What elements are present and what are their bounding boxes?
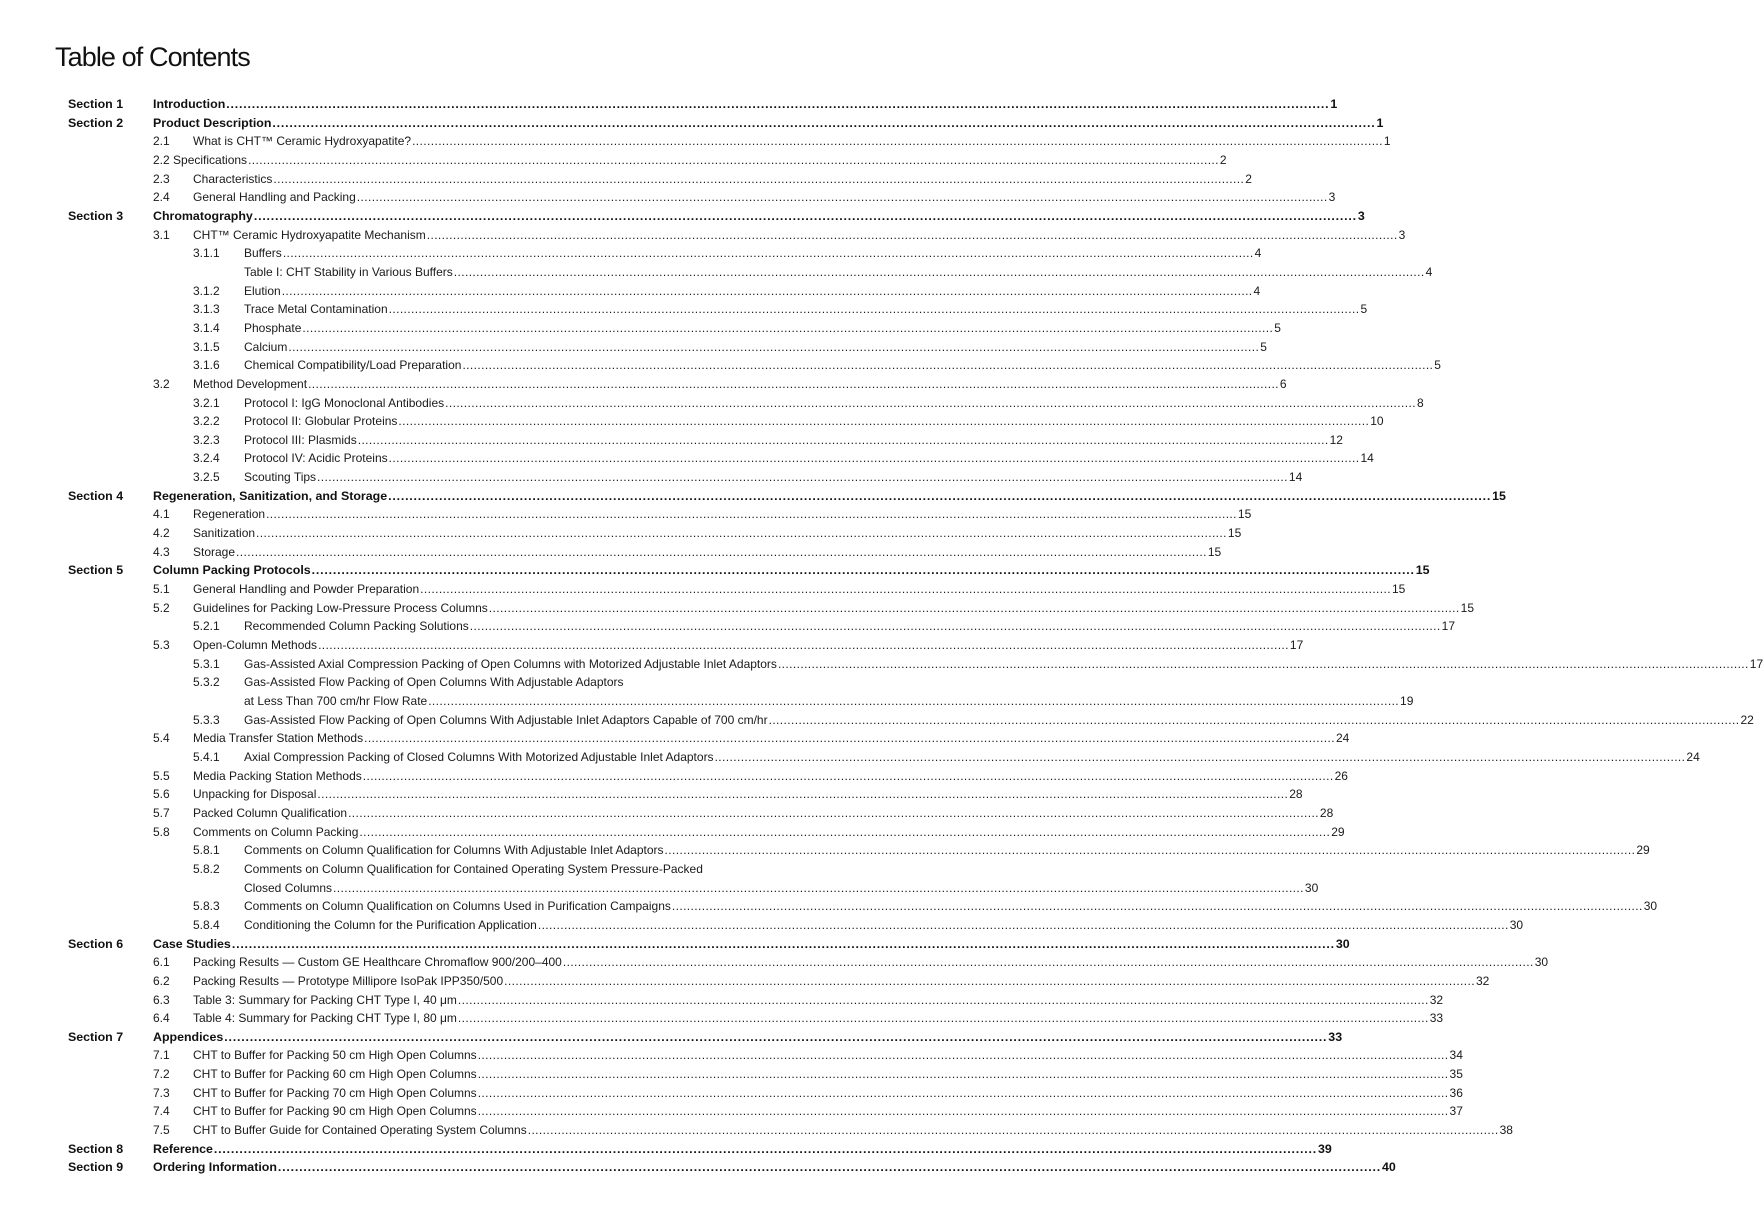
dot-leader: .................................................................................................................................................................................................................................................................... [671, 899, 1643, 914]
dot-leader: .................................................................................................................................................................................................................................................................... [288, 339, 1260, 354]
dot-leader: .................................................................................................................................................................................................................................................................... [226, 97, 1330, 111]
entry-title: Elution [244, 283, 281, 298]
entry-number: 6.3 [153, 992, 170, 1007]
dot-leader: .................................................................................................................................................................................................................................................................... [224, 1029, 1328, 1044]
toc-entry-row[interactable] [0, 1009, 1444, 1028]
entry-title: Regeneration, Sanitization, and Storage [153, 488, 388, 503]
entry-number: 4.2 [153, 526, 170, 541]
toc-section-row[interactable] [0, 1158, 1396, 1177]
page-number: 5 [1260, 339, 1267, 354]
dot-leader: .................................................................................................................................................................................................................................................................... [488, 600, 1460, 615]
entry-title: CHT to Buffer for Packing 70 cm High Open Columns [193, 1085, 477, 1100]
entry-number: 5.3.1 [193, 656, 220, 671]
page-number: 15 [1392, 582, 1406, 597]
toc-entry-row[interactable] [0, 1121, 1513, 1140]
page-number: 14 [1288, 470, 1303, 485]
page-number: 38 [1499, 1123, 1513, 1138]
dot-leader: .................................................................................................................................................................................................................................................................... [348, 805, 1319, 820]
dot-leader: .................................................................................................................................................................................................................................................................... [504, 973, 1475, 988]
entry-title: Axial Compression Packing of Closed Columns With Motorized Adjustable Inlet Adaptors [244, 749, 714, 764]
entry-number: 4.3 [153, 544, 170, 559]
page-number: 1 [1383, 134, 1391, 149]
page-number: 24 [1335, 731, 1350, 746]
toc-entry-row[interactable] [0, 394, 1424, 413]
toc-entry-row[interactable] [0, 431, 1343, 450]
dot-leader: .................................................................................................................................................................................................................................................................... [426, 227, 1398, 242]
entry-number: 5.4 [153, 731, 170, 746]
toc-entry-row[interactable] [0, 132, 1391, 151]
dot-leader: .................................................................................................................................................................................................................................................................... [398, 414, 1370, 429]
entry-title: Gas-Assisted Flow Packing of Open Columns With Adjustable Inlet Adaptors Capable of 700 cm/hr [244, 712, 768, 727]
entry-number: 3.1.3 [193, 302, 220, 317]
dot-leader: .................................................................................................................................................................................................................................................................... [768, 712, 1740, 727]
toc-entry-row[interactable] [0, 617, 1455, 636]
page-number: 30 [1304, 880, 1319, 895]
entry-title: Calcium [244, 339, 288, 354]
toc-entry-row[interactable] [0, 897, 1658, 916]
entry-number: 3.1.4 [193, 320, 220, 335]
page-number: 4 [1253, 283, 1261, 298]
entry-number: 7.4 [153, 1104, 170, 1119]
entry-title: General Handling and Packing [193, 190, 356, 205]
entry-number: 6.1 [153, 955, 170, 970]
entry-number: 3.2.3 [193, 432, 220, 447]
page-number: 22 [1740, 712, 1754, 727]
page-number: 19 [1400, 694, 1414, 708]
page-number: 17 [1289, 638, 1304, 653]
section-number: Section 3 [68, 208, 124, 223]
page-number: 30 [1534, 955, 1549, 970]
dot-leader: .................................................................................................................................................................................................................................................................... [420, 582, 1391, 597]
dot-leader: .................................................................................................................................................................................................................................................................... [412, 134, 1383, 149]
page-number: 30 [1643, 899, 1658, 914]
entry-number: 7.3 [153, 1085, 170, 1100]
entry-number: 3.2 [153, 376, 170, 391]
entry-title: Table I: CHT Stability in Various Buffers [244, 264, 453, 279]
entry-number: 3.1.1 [193, 246, 220, 261]
entry-number: 4.1 [153, 507, 170, 522]
page-number: 15 [1207, 544, 1222, 559]
dot-leader: .................................................................................................................................................................................................................................................................... [477, 1104, 1449, 1119]
entry-title: Table 3: Summary for Packing CHT Type I, 40 μm [193, 992, 457, 1007]
entry-title: Comments on Column Qualification on Columns Used in Purification Campaigns [244, 899, 671, 914]
dot-leader: .................................................................................................................................................................................................................................................................... [302, 320, 1274, 335]
entry-number: 5.5 [153, 768, 170, 783]
toc-entry-row[interactable] [0, 804, 1334, 823]
section-number: Section 9 [68, 1160, 124, 1175]
dot-leader: .................................................................................................................................................................................................................................................................... [308, 376, 1279, 391]
toc-entry-row[interactable] [0, 543, 1222, 562]
entry-title: CHT to Buffer for Packing 50 cm High Open Columns [193, 1048, 477, 1063]
page-number: 3 [1357, 208, 1365, 223]
entry-number: 5.3.3 [193, 712, 220, 727]
entry-title: Comments on Column Packing [193, 824, 359, 839]
toc-entry-row[interactable] [0, 319, 1281, 338]
dot-leader: .................................................................................................................................................................................................................................................................... [273, 171, 1245, 186]
entry-number: 5.7 [153, 805, 170, 820]
page-number: 8 [1416, 395, 1424, 410]
page-number: 2 [1245, 171, 1252, 186]
toc-entry-row[interactable] [0, 767, 1348, 786]
page-number: 3 [1398, 227, 1406, 242]
toc-entry-row[interactable] [0, 356, 1441, 375]
toc-entry-row[interactable] [0, 412, 1384, 431]
toc-entry-row[interactable] [0, 1046, 1463, 1065]
entry-title: Table 4: Summary for Packing CHT Type I, 80 μm [193, 1011, 457, 1026]
entry-title: Storage [193, 544, 236, 559]
entry-title: Sanitization [193, 526, 256, 541]
dot-leader: .................................................................................................................................................................................................................................................................... [356, 190, 1328, 205]
toc-entry-row[interactable] [0, 860, 950, 879]
toc-section-row[interactable] [0, 1140, 1332, 1159]
dot-leader: .................................................................................................................................................................................................................................................................... [477, 1048, 1449, 1063]
entry-title: Closed Columns [244, 880, 333, 895]
entry-number: 5.4.1 [193, 749, 220, 764]
page-number: 15 [1415, 563, 1430, 578]
page-number: 36 [1449, 1085, 1463, 1100]
entry-title: Buffers [244, 246, 282, 261]
dot-leader: .................................................................................................................................................................................................................................................................... [311, 563, 1415, 578]
page-number: 4 [1425, 264, 1433, 279]
entry-number: 7.1 [153, 1048, 170, 1063]
entry-title: Case Studies [153, 936, 231, 951]
dot-leader: .................................................................................................................................................................................................................................................................... [388, 451, 1360, 466]
dot-leader: .................................................................................................................................................................................................................................................................... [266, 507, 1237, 522]
entry-number: 2.3 [153, 171, 170, 186]
page-title: Table of Contents [55, 42, 250, 72]
dot-leader: .................................................................................................................................................................................................................................................................... [777, 656, 1749, 671]
page-number: 30 [1335, 936, 1350, 951]
page-number: 24 [1686, 749, 1700, 764]
entry-title: Phosphate [244, 320, 302, 335]
toc-entry-row[interactable] [0, 823, 1345, 842]
toc-entry-row[interactable] [0, 300, 1368, 319]
dot-leader: .................................................................................................................................................................................................................................................................... [428, 694, 1400, 708]
entry-title: Unpacking for Disposal [193, 787, 317, 802]
entry-title: Packed Column Qualification [193, 805, 348, 820]
entry-title: Trace Metal Contamination [244, 302, 388, 317]
toc-entry-row[interactable] [0, 505, 1252, 524]
entry-number: 3.1.2 [193, 283, 220, 298]
entry-title: Open-Column Methods [193, 638, 318, 653]
entry-title: Regeneration [193, 507, 266, 522]
toc-entry-row[interactable] [0, 338, 1267, 357]
toc-entry-row[interactable] [0, 916, 1524, 935]
dot-leader: .................................................................................................................................................................................................................................................................... [236, 544, 1207, 559]
entry-number: 6.4 [153, 1011, 170, 1026]
entry-title: CHT to Buffer for Packing 90 cm High Open Columns [193, 1104, 477, 1119]
toc-entry-row[interactable] [0, 599, 1474, 618]
entry-title: Comments on Column Qualification for Contained Operating System Pressure-Packed [244, 861, 703, 876]
dot-leader: .................................................................................................................................................................................................................................................................... [477, 1067, 1449, 1082]
entry-title: Column Packing Protocols [153, 563, 311, 578]
toc-section-row[interactable] [0, 561, 1430, 580]
section-number: Section 5 [68, 563, 124, 578]
entry-number: 3.1.6 [193, 358, 220, 373]
entry-title: General Handling and Powder Preparation [193, 582, 420, 597]
page-number: 28 [1289, 787, 1303, 802]
toc-entry-row[interactable] [0, 711, 1754, 730]
toc-entry-row[interactable] [0, 1102, 1463, 1121]
page-number: 29 [1636, 843, 1650, 858]
page-number: 30 [1509, 917, 1524, 932]
dot-leader: .................................................................................................................................................................................................................................................................... [317, 470, 1288, 485]
page-number: 15 [1227, 526, 1242, 541]
toc-entry-row[interactable] [0, 841, 1650, 860]
entry-number: 6.2 [153, 973, 170, 988]
page-number: 17 [1441, 619, 1455, 634]
entry-number: 3.2.2 [193, 414, 220, 429]
page-number: 40 [1381, 1160, 1396, 1175]
entry-number: 7.2 [153, 1067, 170, 1082]
entry-number: 5.1 [153, 582, 170, 597]
entry-title: Reference [153, 1141, 213, 1156]
toc-entry-row[interactable] [0, 1065, 1463, 1084]
section-number: Section 4 [68, 488, 124, 503]
entry-title: Protocol IV: Acidic Proteins [244, 451, 388, 466]
table-of-contents [0, 95, 1763, 1177]
entry-title: Packing Results — Custom GE Healthcare Chromaflow 900/200–400 [193, 955, 562, 970]
entry-title: Chromatography [153, 208, 253, 223]
entry-title: Gas-Assisted Axial Compression Packing of Open Columns with Motorized Adjustable Inlet Adaptors [244, 656, 777, 671]
toc-entry-row[interactable] [0, 692, 1414, 711]
dot-leader: .................................................................................................................................................................................................................................................................... [281, 283, 1253, 298]
toc-entry-row[interactable] [0, 188, 1336, 207]
toc-entry-row[interactable] [0, 468, 1303, 487]
entry-title: Protocol III: Plasmids [244, 432, 357, 447]
dot-leader: .................................................................................................................................................................................................................................................................... [357, 432, 1329, 447]
entry-number: 5.2 [153, 600, 170, 615]
toc-entry-row[interactable] [0, 375, 1287, 394]
toc-entry-row[interactable] [0, 244, 1262, 263]
toc-section-row[interactable] [0, 487, 1506, 506]
dot-leader: .................................................................................................................................................................................................................................................................... [457, 1011, 1429, 1026]
page-number: 5 [1274, 320, 1281, 335]
toc-entry-row[interactable] [0, 1084, 1463, 1103]
entry-title: Packing Results — Prototype Millipore IsoPak IPP350/500 [193, 973, 504, 988]
entry-title: Appendices [153, 1029, 224, 1044]
toc-entry-row[interactable] [0, 226, 1406, 245]
entry-number: 5.8 [153, 824, 170, 839]
entry-title: 2.2 Specifications [153, 152, 248, 167]
dot-leader: .................................................................................................................................................................................................................................................................... [362, 768, 1334, 783]
page-number: 37 [1449, 1104, 1463, 1119]
entry-number: 3.1 [153, 227, 170, 242]
dot-leader: .................................................................................................................................................................................................................................................................... [527, 1123, 1499, 1138]
dot-leader: .................................................................................................................................................................................................................................................................... [364, 731, 1335, 746]
entry-number: 5.8.4 [193, 917, 220, 932]
toc-entry-row[interactable] [0, 282, 1261, 301]
toc-entry-row[interactable] [0, 170, 1252, 189]
dot-leader: .................................................................................................................................................................................................................................................................... [445, 395, 1416, 410]
entry-number: 5.2.1 [193, 619, 220, 634]
entry-title: Guidelines for Packing Low-Pressure Process Columns [193, 600, 488, 615]
page-number: 14 [1360, 451, 1374, 466]
toc-section-row[interactable] [0, 1028, 1343, 1047]
dot-leader: .................................................................................................................................................................................................................................................................... [453, 264, 1425, 279]
dot-leader: .................................................................................................................................................................................................................................................................... [318, 638, 1289, 653]
toc-entry-row[interactable] [0, 785, 1303, 804]
page-number: 3 [1328, 190, 1336, 205]
entry-title: CHT to Buffer Guide for Contained Operating System Columns [193, 1123, 527, 1138]
entry-title: Protocol I: IgG Monoclonal Antibodies [244, 395, 445, 410]
dot-leader: .................................................................................................................................................................................................................................................................... [664, 843, 1636, 858]
entry-number: 3.2.4 [193, 451, 220, 466]
entry-title: Ordering Information [153, 1160, 277, 1175]
page-number: 15 [1237, 507, 1252, 522]
entry-title: What is CHT™ Ceramic Hydroxyapatite? [193, 134, 412, 149]
dot-leader: .................................................................................................................................................................................................................................................................... [317, 787, 1289, 802]
dot-leader: .................................................................................................................................................................................................................................................................... [388, 302, 1360, 317]
section-number: Section 2 [68, 115, 124, 130]
entry-title: at Less Than 700 cm/hr Flow Rate [244, 694, 428, 708]
entry-number: 5.8.3 [193, 899, 220, 914]
entry-title: Characteristics [193, 171, 273, 186]
dot-leader: .................................................................................................................................................................................................................................................................... [562, 955, 1534, 970]
toc-entry-row[interactable] [0, 636, 1304, 655]
toc-entry-row[interactable] [0, 151, 1227, 170]
entry-title: Comments on Column Qualification for Columns With Adjustable Inlet Adaptors [244, 843, 664, 858]
section-number: Section 6 [68, 936, 124, 951]
dot-leader: .................................................................................................................................................................................................................................................................... [462, 358, 1434, 373]
page-number: 1 [1376, 115, 1384, 130]
page-number: 32 [1476, 973, 1490, 988]
section-number: Section 7 [68, 1029, 124, 1044]
entry-title: Recommended Column Packing Solutions [244, 619, 469, 634]
toc-entry-row[interactable] [0, 580, 1406, 599]
entry-number: 5.8.2 [193, 861, 220, 876]
page-number: 1 [1330, 97, 1338, 111]
entry-title: Gas-Assisted Flow Packing of Open Columns With Adjustable Adaptors [244, 675, 624, 690]
toc-section-row[interactable] [0, 935, 1350, 954]
dot-leader: .................................................................................................................................................................................................................................................................... [282, 246, 1254, 261]
toc-entry-row[interactable] [0, 991, 1444, 1010]
page-number: 10 [1370, 414, 1384, 429]
entry-title: Method Development [193, 376, 308, 391]
page-number: 29 [1331, 824, 1345, 839]
entry-number: 2.1 [153, 134, 170, 149]
entry-title: Chemical Compatibility/Load Preparation [244, 358, 462, 373]
page-number: 2 [1219, 152, 1227, 167]
entry-title: CHT to Buffer for Packing 60 cm High Open Columns [193, 1067, 477, 1082]
page-number: 33 [1429, 1011, 1444, 1026]
toc-entry-row[interactable] [0, 673, 950, 692]
dot-leader: .................................................................................................................................................................................................................................................................... [477, 1085, 1449, 1100]
page-number: 15 [1460, 600, 1474, 615]
toc-entry-row[interactable] [0, 953, 1549, 972]
toc-section-row[interactable] [0, 207, 1365, 226]
entry-number: 5.3 [153, 638, 170, 653]
dot-leader: .................................................................................................................................................................................................................................................................... [256, 526, 1227, 541]
dot-leader: .................................................................................................................................................................................................................................................................... [272, 115, 1376, 130]
page-number: 35 [1449, 1067, 1463, 1082]
dot-leader: .................................................................................................................................................................................................................................................................... [388, 488, 1492, 503]
dot-leader: .................................................................................................................................................................................................................................................................... [248, 152, 1219, 167]
page-number: 33 [1328, 1029, 1343, 1044]
dot-leader: .................................................................................................................................................................................................................................................................... [277, 1160, 1381, 1175]
entry-title: Media Packing Station Methods [193, 768, 362, 783]
entry-number: 5.6 [153, 787, 170, 802]
page-number: 6 [1279, 376, 1287, 391]
section-number: Section 1 [68, 97, 124, 111]
toc-entry-row[interactable] [0, 972, 1490, 991]
toc-entry-row[interactable] [0, 263, 1433, 282]
toc-section-row[interactable] [0, 95, 1338, 114]
toc-entry-row[interactable] [0, 449, 1374, 468]
dot-leader: .................................................................................................................................................................................................................................................................... [537, 917, 1509, 932]
entry-number: 2.4 [153, 190, 170, 205]
toc-entry-row[interactable] [0, 729, 1350, 748]
page-number: 28 [1319, 805, 1334, 820]
toc-entry-row[interactable] [0, 879, 1319, 898]
entry-number: 5.8.1 [193, 843, 220, 858]
dot-leader: .................................................................................................................................................................................................................................................................... [213, 1141, 1317, 1156]
toc-entry-row[interactable] [0, 524, 1242, 543]
entry-title: Conditioning the Column for the Purification Application [244, 917, 537, 932]
entry-title: Media Transfer Station Methods [193, 731, 364, 746]
entry-title: CHT™ Ceramic Hydroxyapatite Mechanism [193, 227, 426, 242]
dot-leader: .................................................................................................................................................................................................................................................................... [469, 619, 1441, 634]
entry-number: 7.5 [153, 1123, 170, 1138]
page-number: 34 [1449, 1048, 1463, 1063]
toc-entry-row[interactable] [0, 748, 1700, 767]
page-number: 5 [1360, 302, 1368, 317]
entry-title: Introduction [153, 97, 226, 111]
page-number: 15 [1492, 488, 1506, 503]
entry-number: 3.1.5 [193, 339, 220, 354]
entry-number: 5.3.2 [193, 675, 220, 690]
page-number: 5 [1434, 358, 1441, 373]
toc-entry-row[interactable] [0, 655, 1763, 674]
dot-leader: .................................................................................................................................................................................................................................................................... [457, 992, 1429, 1007]
page-number: 4 [1254, 246, 1262, 261]
dot-leader: .................................................................................................................................................................................................................................................................... [359, 824, 1331, 839]
page-number: 17 [1749, 656, 1763, 671]
section-number: Section 8 [68, 1141, 124, 1156]
dot-leader: .................................................................................................................................................................................................................................................................... [714, 749, 1686, 764]
toc-section-row[interactable] [0, 114, 1384, 133]
entry-number: 3.2.5 [193, 470, 220, 485]
entry-title: Product Description [153, 115, 272, 130]
page-number: 26 [1334, 768, 1348, 783]
page-number: 12 [1329, 432, 1343, 447]
page-number: 32 [1429, 992, 1444, 1007]
page-number: 39 [1317, 1141, 1332, 1156]
entry-title: Scouting Tips [244, 470, 317, 485]
dot-leader: .................................................................................................................................................................................................................................................................... [333, 880, 1304, 895]
dot-leader: .................................................................................................................................................................................................................................................................... [231, 936, 1335, 951]
entry-number: 3.2.1 [193, 395, 220, 410]
entry-title: Protocol II: Globular Proteins [244, 414, 398, 429]
dot-leader: .................................................................................................................................................................................................................................................................... [253, 208, 1357, 223]
